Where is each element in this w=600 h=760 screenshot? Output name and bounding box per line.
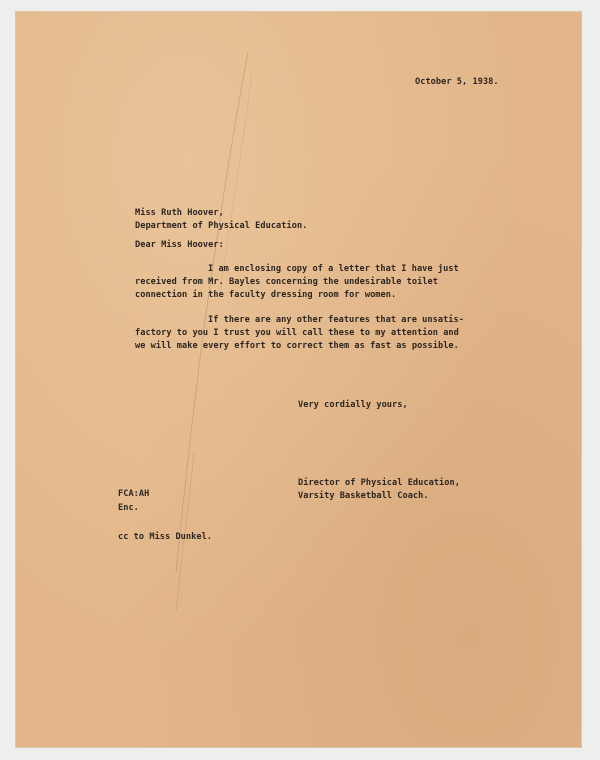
salutation: Dear Miss Hoover: [135,240,224,250]
letter-page [16,12,581,747]
carbon-copy-note: cc to Miss Dunkel. [118,532,213,542]
enclosure-note: Enc. [118,503,139,513]
paper-crease-marks [16,12,581,747]
body-paragraph-2-line-1: If there are any other features that are unsatis- [208,315,464,325]
body-paragraph-1-line-3: connection in the faculty dressing room for women. [135,290,397,300]
letter-date: October 5, 1938. [415,77,499,87]
signer-title-line-2: Varsity Basketball Coach. [298,491,429,501]
body-paragraph-2-line-2: factory to you I trust you will call these to my attention and [135,328,459,338]
body-paragraph-1-line-2: received from Mr. Bayles concerning the undesirable toilet [135,277,438,287]
closing: Very cordially yours, [298,400,408,410]
typist-initials: FCA:AH [118,489,150,499]
signer-title-line-1: Director of Physical Education, [298,478,460,488]
body-paragraph-1-line-1: I am enclosing copy of a letter that I have just [208,264,459,274]
body-paragraph-2-line-3: we will make every effort to correct them as fast as possible. [135,341,459,351]
recipient-department: Department of Physical Education. [135,221,308,231]
recipient-name: Miss Ruth Hoover, [135,208,224,218]
